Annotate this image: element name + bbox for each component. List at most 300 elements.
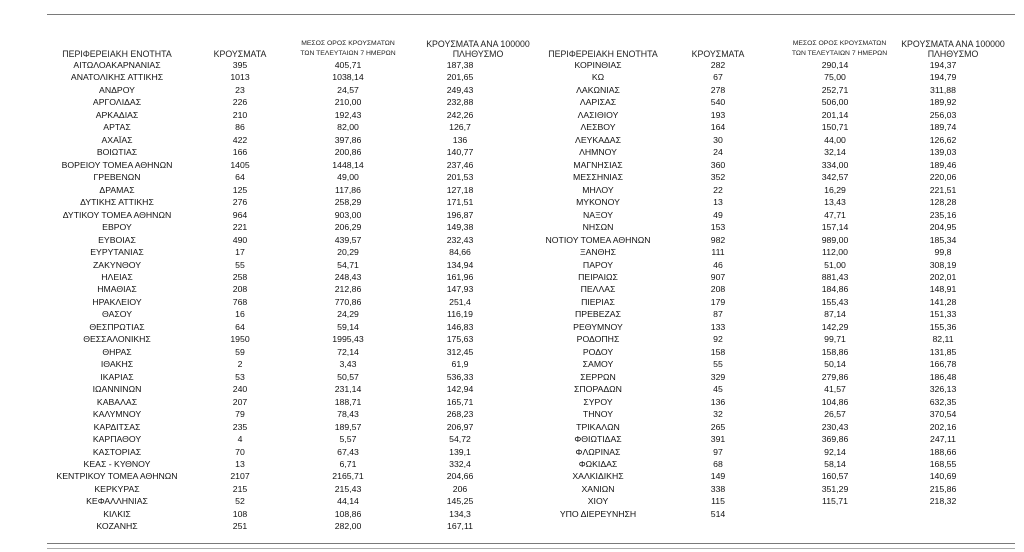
per100k-cell: 218,32 (929, 496, 957, 507)
table-row (47, 96, 474, 108)
region-cell: ΑΝΑΤΟΛΙΚΗΣ ΑΤΤΙΚΗΣ (70, 72, 164, 83)
region-cell: ΑΙΤΩΛΟΑΚΑΡΝΑΝΙΑΣ (73, 60, 161, 70)
region-cell: ΣΠΟΡΑΔΩΝ (574, 384, 622, 395)
region-cell: ΘΕΣΣΑΛΟΝΙΚΗΣ (83, 334, 151, 345)
avg7-cell: 1038,14 (332, 72, 364, 83)
region-cell: ΘΗΡΑΣ (102, 346, 132, 357)
avg7-cell: 112,00 (822, 247, 848, 258)
avg7-cell: 75,00 (824, 72, 846, 83)
region-cell: ΚΟΖΑΝΗΣ (96, 521, 138, 532)
avg7-cell: 160,57 (821, 471, 849, 482)
table-row (533, 308, 957, 320)
right-header-per100k: ΚΡΟΥΣΜΑΤΑ ΑΝΑ 100000 ΠΛΗΘΥΣΜΟ (901, 39, 1005, 59)
cases-cell: 87 (713, 309, 723, 320)
region-cell: ΑΡΓΟΛΙΔΑΣ (92, 97, 142, 108)
avg7-cell: 67,43 (337, 446, 359, 457)
avg7-cell: 92,14 (824, 446, 846, 457)
avg7-cell: 231,14 (334, 384, 362, 395)
table-row (47, 333, 474, 345)
region-cell: ΦΩΚΙΔΑΣ (578, 459, 618, 469)
cases-cell: 64 (235, 321, 245, 332)
region-cell: ΝΑΞΟΥ (583, 209, 613, 220)
avg7-cell: 158,86 (821, 346, 849, 357)
cases-cell: 17 (235, 247, 245, 258)
avg7-cell: 26,57 (824, 409, 846, 420)
cases-cell: 22 (713, 184, 723, 195)
right-header-region: ΠΕΡΙΦΕΡΕΙΑΚΗ ΕΝΟΤΗΤΑ (548, 49, 658, 59)
table-row (47, 321, 474, 333)
per100k-cell: 142,94 (446, 384, 474, 395)
cases-cell: 97 (713, 446, 723, 457)
region-cell: ΠΙΕΡΙΑΣ (581, 296, 615, 307)
avg7-cell: 115,71 (822, 496, 848, 507)
region-cell: ΝΗΣΩΝ (582, 222, 614, 233)
cases-cell: 79 (235, 409, 245, 420)
table-row (47, 396, 474, 408)
table-row (47, 59, 474, 71)
avg7-cell: 58,14 (824, 459, 846, 469)
avg7-cell: 13,43 (824, 197, 846, 208)
region-cell: ΛΑΚΩΝΙΑΣ (576, 84, 620, 95)
avg7-cell: 405,71 (334, 60, 362, 70)
avg7-cell: 50,14 (824, 359, 846, 370)
table-row (47, 408, 474, 420)
per100k-cell: 147,93 (446, 284, 474, 295)
per100k-cell: 134,94 (446, 259, 474, 270)
cases-cell: 149 (710, 471, 726, 482)
avg7-cell: 397,86 (334, 134, 362, 145)
region-cell: ΚΑΡΠΑΘΟΥ (92, 434, 142, 445)
avg7-cell: 881,43 (821, 271, 849, 282)
cases-cell: 16 (235, 309, 245, 320)
cases-cell: 768 (232, 296, 248, 307)
left-header-per100k: ΚΡΟΥΣΜΑΤΑ ΑΝΑ 100000 ΠΛΗΘΥΣΜΟ (426, 39, 530, 59)
per100k-cell: 54,72 (449, 434, 471, 445)
cases-cell: 55 (713, 359, 723, 370)
cases-cell: 490 (232, 234, 248, 245)
per100k-cell: 326,13 (929, 384, 957, 395)
per100k-cell: 185,34 (929, 234, 957, 245)
table-row (47, 308, 473, 320)
region-cell: ΧΑΛΚΙΔΙΚΗΣ (572, 471, 624, 482)
per100k-cell: 139,03 (929, 147, 957, 158)
region-cell: ΚΕΡΚΥΡΑΣ (94, 483, 140, 494)
per100k-cell: 202,16 (929, 421, 957, 432)
avg7-cell: 54,71 (337, 259, 359, 270)
per100k-cell: 134,3 (449, 508, 471, 519)
region-cell: ΤΡΙΚΑΛΩΝ (576, 421, 620, 432)
table-row (47, 346, 474, 358)
per100k-cell: 201,65 (446, 72, 474, 83)
avg7-cell: 184,86 (821, 284, 849, 295)
cases-cell: 45 (713, 384, 723, 395)
region-cell: ΧΙΟΥ (587, 496, 609, 507)
left-table-body (47, 59, 474, 533)
cases-cell: 235 (232, 421, 248, 432)
region-cell: ΛΕΥΚΑΔΑΣ (575, 134, 621, 145)
table-row (533, 159, 957, 171)
region-cell: ΛΗΜΝΟΥ (579, 147, 617, 158)
region-cell: ΛΑΣΙΘΙΟΥ (577, 109, 619, 120)
avg7-cell: 334,00 (821, 159, 849, 170)
cases-cell: 13 (713, 197, 723, 208)
region-cell: ΑΡΚΑΔΙΑΣ (95, 109, 139, 120)
region-cell: ΠΑΡΟΥ (582, 259, 614, 270)
avg7-cell: 99,71 (824, 334, 846, 345)
avg7-cell: 16,29 (824, 184, 846, 195)
table-row (533, 421, 957, 433)
per100k-cell: 632,35 (929, 396, 957, 407)
region-cell: ΣΥΡΟΥ (583, 396, 613, 407)
cases-cell: 55 (235, 259, 245, 270)
table-row (47, 495, 474, 507)
cases-cell: 329 (710, 371, 726, 382)
avg7-cell: 6,71 (339, 459, 357, 469)
region-cell: ΗΜΑΘΙΑΣ (97, 284, 137, 295)
avg7-cell: 108,86 (334, 508, 362, 519)
table-row (47, 246, 471, 258)
table-row (533, 196, 957, 208)
cases-cell: 70 (235, 446, 245, 457)
table-row (533, 109, 957, 121)
table-row (533, 470, 957, 482)
per100k-cell: 148,91 (929, 284, 957, 295)
cases-cell: 360 (710, 159, 726, 170)
cases-cell: 53 (235, 371, 245, 382)
table-row (47, 433, 471, 445)
avg7-cell: 282,00 (334, 521, 362, 532)
cases-cell: 338 (710, 483, 726, 494)
per100k-cell: 146,83 (446, 321, 474, 332)
table-row (533, 146, 957, 158)
region-cell: ΝΟΤΙΟΥ ΤΟΜΕΑ ΑΘΗΝΩΝ (545, 234, 651, 245)
table-row (47, 421, 474, 433)
cases-cell: 240 (232, 384, 248, 395)
cases-cell: 907 (710, 271, 726, 282)
avg7-cell: 32,14 (824, 147, 846, 158)
per100k-cell: 332,4 (449, 459, 471, 469)
table-row (533, 184, 957, 196)
per100k-cell: 140,69 (929, 471, 957, 482)
table-row (533, 134, 957, 146)
per100k-cell: 311,88 (930, 84, 956, 95)
region-cell: ΒΟΙΩΤΙΑΣ (96, 147, 138, 158)
per100k-cell: 232,43 (446, 234, 474, 245)
left-header-cases: ΚΡΟΥΣΜΑΤΑ (213, 49, 267, 59)
avg7-cell: 82,00 (337, 122, 359, 133)
table-row (533, 383, 957, 395)
cases-cell: 207 (232, 396, 248, 407)
region-cell: ΚΕΝΤΡΙΚΟΥ ΤΟΜΕΑ ΑΘΗΝΩΝ (56, 471, 178, 482)
per100k-cell: 232,88 (446, 97, 474, 108)
per100k-cell: 165,71 (446, 396, 474, 407)
table-row (533, 508, 863, 520)
cases-cell: 210 (232, 109, 248, 120)
per100k-cell: 186,48 (929, 371, 957, 382)
region-cell: ΛΕΣΒΟΥ (580, 122, 616, 133)
region-cell: ΜΑΓΝΗΣΙΑΣ (573, 159, 623, 170)
table-row (533, 209, 957, 221)
cases-cell: 179 (710, 296, 726, 307)
region-cell: ΗΡΑΚΛΕΙΟΥ (92, 296, 142, 307)
region-cell: ΡΟΔΟΠΗΣ (576, 334, 620, 345)
region-cell: ΘΑΣΟΥ (101, 309, 133, 320)
cases-cell: 133 (710, 321, 726, 332)
region-cell: ΜΥΚΟΝΟΥ (576, 197, 620, 208)
cases-cell: 193 (710, 109, 726, 120)
table-row (47, 196, 474, 208)
region-cell: ΕΒΡΟΥ (102, 222, 132, 233)
table-row (533, 346, 957, 358)
top-rule (47, 14, 1015, 15)
avg7-cell: 506,00 (821, 97, 849, 108)
region-cell: ΗΛΕΙΑΣ (101, 271, 133, 282)
table-row (47, 458, 471, 470)
avg7-cell: 258,29 (334, 197, 362, 208)
per100k-cell: 128,28 (929, 197, 957, 208)
cases-cell: 158 (710, 346, 726, 357)
per100k-cell: 370,54 (929, 409, 957, 420)
per100k-cell: 171,51 (446, 197, 474, 208)
region-cell: ΦΛΩΡΙΝΑΣ (575, 446, 621, 457)
cases-cell: 52 (235, 496, 245, 507)
cases-cell: 265 (710, 421, 726, 432)
per100k-cell: 242,26 (446, 109, 474, 120)
avg7-cell: 59,14 (337, 321, 359, 332)
region-cell: ΣΑΜΟΥ (582, 359, 614, 370)
left-header-region: ΠΕΡΙΦΕΡΕΙΑΚΗ ΕΝΟΤΗΤΑ (62, 49, 172, 59)
per100k-cell: 188,66 (929, 446, 957, 457)
cases-cell: 125 (232, 184, 248, 195)
per100k-cell: 168,55 (929, 459, 957, 469)
table-row (533, 246, 952, 258)
table-row (47, 271, 474, 283)
region-cell: ΚΑΣΤΟΡΙΑΣ (92, 446, 142, 457)
table-row (533, 321, 957, 333)
cases-cell: 30 (713, 134, 723, 145)
cases-cell: 391 (710, 434, 726, 445)
cases-cell: 208 (710, 284, 726, 295)
avg7-cell: 279,86 (821, 371, 849, 382)
table-row (47, 221, 474, 233)
per100k-cell: 201,53 (446, 172, 474, 183)
avg7-cell: 117,86 (335, 184, 361, 195)
right-header-avg: ΜΕΣΟΣ ΟΡΟΣ ΚΡΟΥΣΜΑΤΩΝ ΤΩΝ ΤΕΛΕΥΤΑΙΩΝ 7 ΗΜΕΡΩΝ (791, 40, 888, 57)
table-row (47, 296, 471, 308)
region-cell: ΦΘΙΩΤΙΔΑΣ (574, 434, 622, 445)
region-cell: ΚΟΡΙΝΘΙΑΣ (574, 60, 622, 70)
table-row (533, 371, 957, 383)
cases-cell: 164 (710, 122, 726, 133)
cases-cell: 166 (232, 147, 248, 158)
per100k-cell: 189,74 (929, 122, 957, 133)
table-row (533, 446, 957, 458)
region-cell: ΚΑΒΑΛΑΣ (96, 396, 138, 407)
per100k-cell: 136 (452, 134, 468, 145)
region-cell: ΑΡΤΑΣ (103, 122, 131, 133)
region-cell: ΑΝΔΡΟΥ (99, 84, 135, 95)
avg7-cell: 188,71 (334, 396, 362, 407)
per100k-cell: 149,38 (446, 222, 474, 233)
region-cell: ΓΡΕΒΕΝΩΝ (93, 172, 141, 183)
cases-cell: 395 (232, 60, 248, 70)
per100k-cell: 82,11 (932, 334, 954, 345)
per100k-cell: 166,78 (929, 359, 957, 370)
per100k-cell: 194,79 (929, 72, 957, 83)
per100k-cell: 189,46 (929, 159, 957, 170)
avg7-cell: 44,14 (337, 496, 359, 507)
avg7-cell: 51,00 (824, 259, 846, 270)
table-row (47, 84, 474, 96)
table-row (533, 495, 957, 507)
cases-cell: 215 (232, 483, 248, 494)
avg7-cell: 157,14 (821, 222, 849, 233)
avg7-cell: 47,71 (824, 209, 846, 220)
avg7-cell: 192,43 (334, 109, 362, 120)
cases-cell: 258 (232, 271, 248, 282)
cases-cell: 964 (232, 209, 248, 220)
per100k-cell: 256,03 (929, 109, 957, 120)
region-cell: ΑΧΑΪΑΣ (101, 134, 133, 145)
table-row (533, 433, 956, 445)
per100k-cell: 220,06 (929, 172, 957, 183)
region-cell: ΚΑΡΔΙΤΣΑΣ (93, 421, 141, 432)
cases-cell: 221 (232, 222, 248, 233)
per100k-cell: 196,87 (446, 209, 474, 220)
per100k-cell: 131,85 (929, 346, 957, 357)
table-row (533, 358, 957, 370)
per100k-cell: 536,33 (446, 371, 474, 382)
table-row (533, 408, 957, 420)
avg7-cell: 290,14 (821, 60, 849, 70)
table-row (47, 146, 474, 158)
table-row (533, 121, 957, 133)
cases-cell: 2107 (230, 471, 250, 482)
region-cell: ΕΥΡΥΤΑΝΙΑΣ (90, 247, 144, 258)
per100k-cell: 202,01 (929, 271, 957, 282)
avg7-cell: 44,00 (824, 134, 846, 145)
avg7-cell: 369,86 (821, 434, 849, 445)
region-cell: ΖΑΚΥΝΘΟΥ (93, 259, 141, 270)
per100k-cell: 126,62 (929, 134, 957, 145)
avg7-cell: 5,57 (339, 434, 357, 445)
region-cell: ΞΑΝΘΗΣ (579, 247, 617, 258)
cases-cell: 278 (710, 84, 726, 95)
cases-cell: 1950 (230, 334, 250, 345)
avg7-cell: 72,14 (337, 346, 359, 357)
cases-cell: 540 (710, 97, 726, 108)
region-cell: ΠΡΕΒΕΖΑΣ (575, 309, 621, 320)
region-cell: ΡΕΘΥΜΝΟΥ (573, 321, 623, 332)
avg7-cell: 150,71 (821, 122, 849, 133)
region-cell: ΙΩΑΝΝΙΝΩΝ (92, 384, 142, 395)
cases-cell: 1013 (230, 72, 250, 83)
cases-cell: 68 (713, 459, 723, 469)
cases-cell: 282 (710, 60, 726, 70)
left-header-avg: ΜΕΣΟΣ ΟΡΟΣ ΚΡΟΥΣΜΑΤΩΝ ΤΩΝ ΤΕΛΕΥΤΑΙΩΝ 7 ΗΜΕΡΩΝ (300, 40, 396, 57)
avg7-cell: 49,00 (337, 172, 359, 183)
cases-cell: 153 (710, 222, 726, 233)
region-cell: ΙΚΑΡΙΑΣ (100, 371, 134, 382)
cases-cell: 92 (713, 334, 723, 345)
region-cell: ΚΕΦΑΛΛΗΝΙΑΣ (86, 496, 148, 507)
avg7-cell: 439,57 (334, 234, 362, 245)
avg7-cell: 1448,14 (332, 159, 364, 170)
cases-cell: 422 (232, 134, 248, 145)
table-row (533, 271, 957, 283)
avg7-cell: 87,14 (824, 309, 846, 320)
table-row (533, 71, 957, 83)
table-row (533, 59, 957, 71)
avg7-cell: 200,86 (334, 147, 362, 158)
per100k-cell: 127,18 (446, 184, 474, 195)
region-cell: ΚΕΑΣ - ΚΥΘΝΟΥ (83, 459, 151, 469)
region-cell: ΜΕΣΣΗΝΙΑΣ (573, 172, 623, 183)
region-cell: ΠΕΛΛΑΣ (580, 284, 616, 295)
per100k-cell: 237,46 (446, 159, 474, 170)
table-row (47, 259, 474, 271)
avg7-cell: 252,71 (821, 84, 849, 95)
table-row (47, 283, 474, 295)
cases-cell: 24 (713, 147, 723, 158)
avg7-cell: 342,57 (821, 172, 849, 183)
cases-cell: 514 (710, 508, 726, 519)
per100k-cell: 145,25 (446, 496, 474, 507)
per100k-cell: 155,36 (929, 321, 957, 332)
avg7-cell: 1995,43 (332, 334, 364, 345)
avg7-cell: 2165,71 (332, 471, 364, 482)
cases-cell: 23 (235, 84, 245, 95)
per100k-cell: 206 (452, 483, 468, 494)
avg7-cell: 248,43 (334, 271, 362, 282)
per100k-cell: 204,66 (446, 471, 474, 482)
table-row (47, 134, 468, 146)
avg7-cell: 989,00 (821, 234, 849, 245)
table-row (47, 483, 468, 495)
table-row (533, 234, 957, 246)
per100k-cell: 235,16 (929, 209, 957, 220)
per100k-cell: 247,11 (930, 434, 956, 445)
avg7-cell: 41,57 (824, 384, 846, 395)
per100k-cell: 312,45 (446, 346, 474, 357)
table-row (47, 520, 473, 532)
region-cell: ΔΥΤΙΚΗΣ ΑΤΤΙΚΗΣ (80, 197, 154, 208)
cases-cell: 64 (235, 172, 245, 183)
region-cell: ΘΕΣΠΡΩΤΙΑΣ (89, 321, 145, 332)
table-row (533, 396, 957, 408)
region-cell: ΕΥΒΟΙΑΣ (98, 234, 136, 245)
per100k-cell: 206,97 (446, 421, 474, 432)
bottom-rule-secondary (47, 548, 1015, 549)
table-row (533, 221, 957, 233)
region-cell: ΚΙΛΚΙΣ (103, 508, 131, 519)
cases-cell: 13 (235, 459, 245, 469)
avg7-cell: 351,29 (821, 483, 849, 494)
per100k-cell: 126,7 (449, 122, 471, 133)
cases-cell: 86 (235, 122, 245, 133)
region-cell: ΒΟΡΕΙΟΥ ΤΟΜΕΑ ΑΘΗΝΩΝ (61, 159, 173, 170)
avg7-cell: 189,57 (334, 421, 362, 432)
region-cell: ΡΟΔΟΥ (582, 346, 614, 357)
avg7-cell: 24,29 (337, 309, 359, 320)
region-cell: ΜΗΛΟΥ (582, 184, 614, 195)
avg7-cell: 142,29 (821, 321, 849, 332)
avg7-cell: 903,00 (334, 209, 362, 220)
per100k-cell: 140,77 (446, 147, 474, 158)
avg7-cell: 201,14 (821, 109, 849, 120)
avg7-cell: 210,00 (334, 97, 362, 108)
avg7-cell: 24,57 (337, 84, 359, 95)
